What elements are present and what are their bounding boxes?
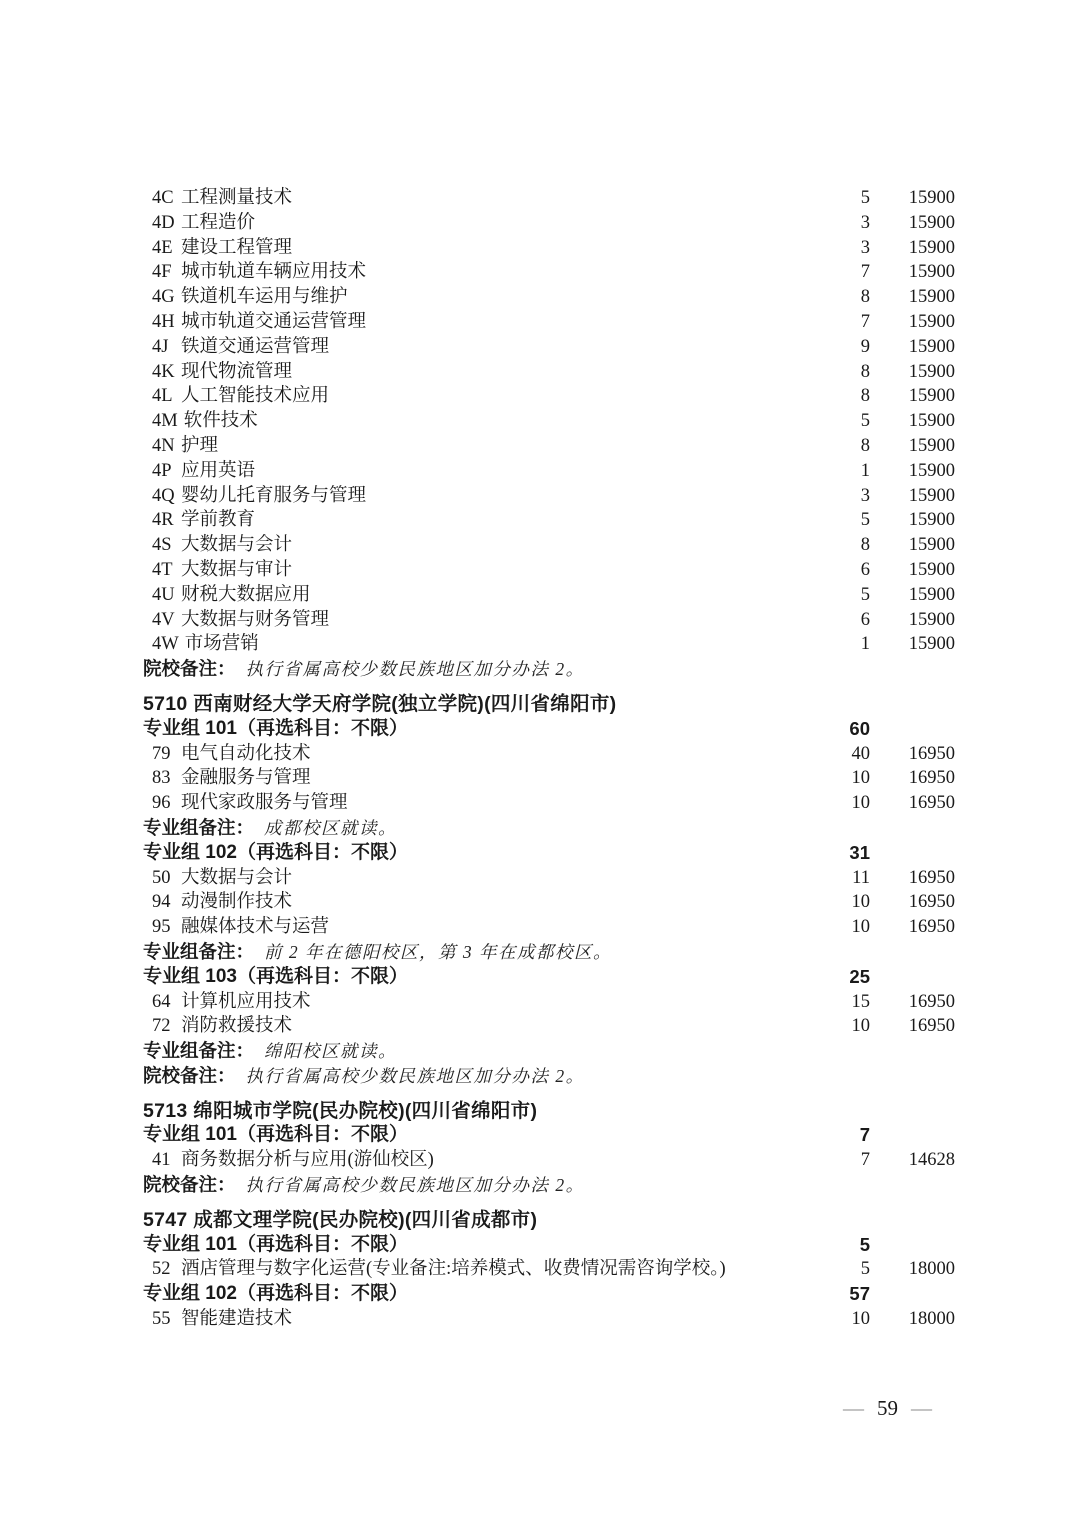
group-note [0,816,1080,841]
plan-count: 40 [851,743,870,764]
major-code: 4W [152,634,179,655]
major-row [0,1257,1080,1282]
group-header [0,717,1080,742]
note-remark: 执行省属高校少数民族地区加分办法 2。 [245,1065,585,1086]
major-row [0,632,1080,657]
major-name: 学前教育 [181,510,256,531]
major-code: 4E [152,237,173,258]
major-row [0,990,1080,1015]
major-row [0,409,1080,434]
group-plan-count: 7 [859,1124,870,1146]
major-row [0,915,1080,940]
major-row [0,285,1080,310]
tuition-fee: 15900 [908,435,955,456]
tuition-fee: 14628 [908,1150,955,1171]
major-name: 大数据与会计 [181,867,293,888]
institution-header [0,1099,1080,1124]
tuition-fee: 15900 [908,336,955,357]
tuition-fee: 15900 [908,634,955,655]
major-code: 4G [152,287,175,308]
tuition-fee: 15900 [908,386,955,407]
major-name: 工程测量技术 [181,188,293,208]
plan-count: 10 [851,892,870,913]
tuition-fee: 15900 [908,287,955,308]
major-row [0,484,1080,509]
note-remark: 执行省属高校少数民族地区加分办法 2。 [245,659,585,680]
major-code: 94 [152,892,171,913]
major-name: 现代物流管理 [181,361,293,382]
major-name: 智能建造技术 [181,1309,293,1330]
tuition-fee: 15900 [908,361,955,382]
group-header-label: 专业组 101（再选科目：不限） [143,717,408,739]
major-name: 工程造价 [181,212,256,233]
plan-count: 5 [860,188,870,208]
major-code: 4S [152,535,172,556]
group-note [0,1039,1080,1064]
tuition-fee: 15900 [908,609,955,630]
document-body [0,186,1080,1332]
note-remark: 成都校区就读。 [264,817,398,838]
group-note [0,940,1080,965]
plan-count: 15 [851,991,870,1012]
plan-count: 8 [860,361,870,382]
major-name: 软件技术 [183,411,258,432]
major-row [0,434,1080,459]
footer-left-dash: — [843,1396,864,1420]
major-code: 72 [152,1016,171,1037]
major-name: 大数据与会计 [181,535,293,556]
major-row [0,384,1080,409]
major-row [0,1307,1080,1332]
plan-count: 1 [860,634,870,655]
institution-header [0,1208,1080,1233]
tuition-fee: 15900 [908,510,955,531]
tuition-fee: 15900 [908,460,955,481]
group-header [0,841,1080,866]
tuition-fee: 15900 [908,535,955,556]
tuition-fee: 15900 [908,559,955,580]
tuition-fee: 16950 [908,867,955,888]
major-name: 城市轨道车辆应用技术 [181,262,367,283]
major-row [0,533,1080,558]
plan-count: 3 [860,237,870,258]
major-row [0,766,1080,791]
institution-title: 5713 绵阳城市学院(民办院校)(四川省绵阳市) [143,1099,538,1122]
institution-header [0,692,1080,717]
plan-count: 8 [860,386,870,407]
major-name: 市场营销 [184,634,259,655]
tuition-fee: 15900 [908,262,955,283]
major-name: 融媒体技术与运营 [181,917,330,938]
plan-count: 10 [851,917,870,938]
major-row [0,1014,1080,1039]
major-row [0,459,1080,484]
major-code: 41 [152,1150,171,1171]
major-name: 电气自动化技术 [181,743,311,764]
major-code: 4H [152,311,175,332]
tuition-fee: 15900 [908,411,955,432]
group-note-label: 专业组备注： [143,940,255,962]
major-row [0,211,1080,236]
tuition-fee: 15900 [908,212,955,233]
major-name: 应用英语 [181,460,256,481]
group-header [0,1282,1080,1307]
major-code: 55 [152,1309,171,1330]
major-code: 4U [152,584,175,605]
major-name: 现代家政服务与管理 [181,793,348,814]
major-row [0,335,1080,360]
plan-count: 6 [860,609,870,630]
group-header [0,1123,1080,1148]
plan-count: 7 [860,311,870,332]
tuition-fee: 16950 [908,991,955,1012]
major-name: 计算机应用技术 [181,991,311,1012]
plan-count: 9 [860,336,870,357]
major-code: 4R [152,510,174,531]
major-code: 4D [152,212,175,233]
major-code: 4V [152,609,175,630]
major-row [0,260,1080,285]
tuition-fee: 15900 [908,485,955,506]
page-number: 59 [877,1396,898,1420]
major-row [0,360,1080,385]
group-plan-count: 5 [859,1233,870,1255]
group-header-label: 专业组 101（再选科目：不限） [143,1124,408,1146]
major-code: 95 [152,917,171,938]
group-header-label: 专业组 103（再选科目：不限） [143,965,408,987]
plan-count: 3 [860,485,870,506]
tuition-fee: 15900 [908,188,955,208]
page-footer [843,1396,932,1421]
plan-count: 8 [860,435,870,456]
plan-count: 7 [860,262,870,283]
major-row [0,742,1080,767]
major-row [0,583,1080,608]
major-name: 建设工程管理 [181,237,293,258]
major-code: 4L [152,386,173,407]
major-name: 商务数据分析与应用(游仙校区) [181,1150,434,1171]
note-remark: 执行省属高校少数民族地区加分办法 2。 [245,1175,585,1196]
group-header [0,965,1080,990]
group-plan-count: 57 [849,1283,870,1305]
group-note-label: 专业组备注： [143,1040,255,1062]
plan-count: 1 [860,460,870,481]
group-note-label: 专业组备注： [143,816,255,838]
major-name: 城市轨道交通运营管理 [181,311,367,332]
major-code: 50 [152,867,171,888]
major-code: 4M [152,411,178,432]
major-name: 人工智能技术应用 [181,386,330,407]
major-code: 64 [152,991,171,1012]
major-name: 财税大数据应用 [181,584,311,605]
tuition-fee: 15900 [908,311,955,332]
plan-count: 10 [851,1016,870,1037]
plan-count: 5 [860,1259,870,1280]
school-note [0,1173,1080,1198]
plan-count: 10 [851,1309,870,1330]
tuition-fee: 18000 [908,1309,955,1330]
school-note-label: 院校备注： [143,1064,236,1086]
major-name: 大数据与审计 [181,559,293,580]
footer-right-dash: — [911,1396,932,1420]
major-code: 83 [152,768,171,789]
plan-count: 10 [851,793,870,814]
tuition-fee: 16950 [908,768,955,789]
plan-count: 8 [860,287,870,308]
group-header-label: 专业组 101（再选科目：不限） [143,1233,408,1255]
tuition-fee: 16950 [908,743,955,764]
note-remark: 绵阳校区就读。 [264,1041,398,1062]
group-header [0,1233,1080,1258]
major-name: 动漫制作技术 [181,892,293,913]
major-name: 大数据与财务管理 [181,609,330,630]
major-row [0,866,1080,891]
major-row [0,558,1080,583]
tuition-fee: 18000 [908,1259,955,1280]
major-code: 4J [152,336,169,357]
tuition-fee: 16950 [908,1016,955,1037]
major-row [0,186,1080,211]
school-note [0,657,1080,682]
major-name: 护理 [181,435,219,456]
group-plan-count: 31 [849,841,870,863]
major-row [0,236,1080,261]
major-code: 96 [152,793,171,814]
plan-count: 5 [860,411,870,432]
major-code: 52 [152,1259,171,1280]
tuition-fee: 15900 [908,584,955,605]
plan-count: 7 [860,1150,870,1171]
major-code: 4P [152,460,172,481]
major-row [0,1148,1080,1173]
plan-count: 3 [860,212,870,233]
major-name: 消防救援技术 [181,1016,293,1037]
plan-count: 8 [860,535,870,556]
major-code: 4Q [152,485,175,506]
major-code: 4K [152,361,175,382]
tuition-fee: 15900 [908,237,955,258]
major-code: 79 [152,743,171,764]
institution-title: 5710 西南财经大学天府学院(独立学院)(四川省绵阳市) [143,692,617,715]
note-remark: 前 2 年在德阳校区，第 3 年在成都校区。 [264,941,613,962]
major-code: 4N [152,435,175,456]
plan-count: 6 [860,559,870,580]
major-name: 铁道交通运营管理 [181,336,330,357]
major-row [0,608,1080,633]
plan-count: 11 [852,867,870,888]
group-plan-count: 25 [849,965,870,987]
major-code: 4C [152,188,174,208]
major-name: 金融服务与管理 [181,768,311,789]
major-row [0,890,1080,915]
school-note [0,1064,1080,1089]
major-code: 4T [152,559,173,580]
major-name: 铁道机车运用与维护 [181,287,348,308]
plan-count: 10 [851,768,870,789]
tuition-fee: 16950 [908,793,955,814]
plan-count: 5 [860,510,870,531]
group-header-label: 专业组 102（再选科目：不限） [143,841,408,863]
major-row [0,508,1080,533]
tuition-fee: 16950 [908,892,955,913]
major-name: 酒店管理与数字化运营(专业备注:培养模式、收费情况需咨询学校。) [181,1259,726,1280]
major-row [0,310,1080,335]
group-header-label: 专业组 102（再选科目：不限） [143,1283,408,1305]
plan-count: 5 [860,584,870,605]
school-note-label: 院校备注： [143,1174,236,1196]
school-note-label: 院校备注： [143,658,236,680]
institution-title: 5747 成都文理学院(民办院校)(四川省成都市) [143,1208,538,1231]
major-code: 4F [152,262,172,283]
group-plan-count: 60 [849,717,870,739]
major-row [0,791,1080,816]
major-name: 婴幼儿托育服务与管理 [181,485,367,506]
tuition-fee: 16950 [908,917,955,938]
